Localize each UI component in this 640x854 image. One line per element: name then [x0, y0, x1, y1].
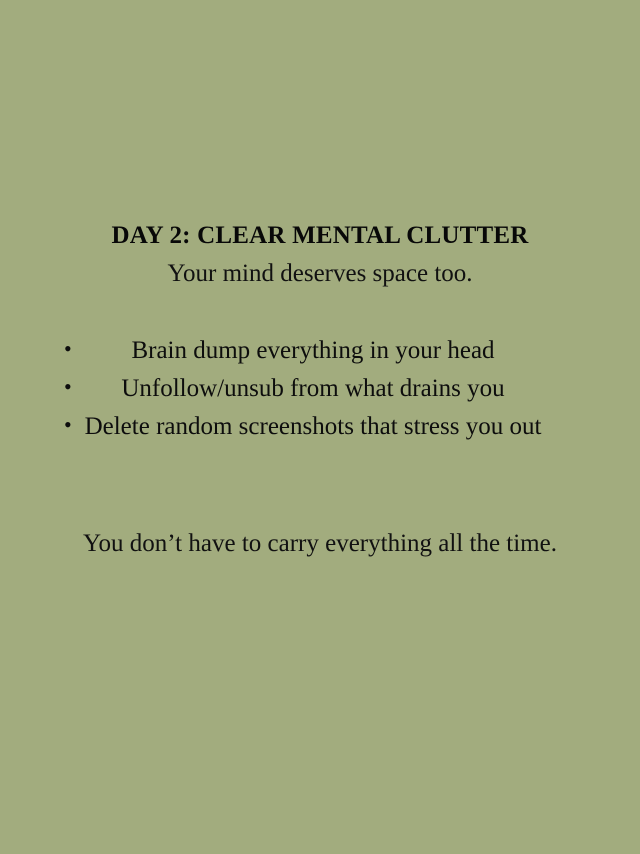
bullet-dot-icon: •	[64, 374, 72, 399]
list-item	[26, 371, 614, 407]
bullet-dot-icon: •	[64, 412, 72, 438]
page-title: DAY 2: CLEAR MENTAL CLUTTER	[111, 222, 529, 249]
tips-list	[26, 333, 614, 446]
closing-text: You don’t have to carry everything all the time.	[83, 529, 557, 557]
bullet-dot-icon: •	[64, 335, 72, 361]
list-item-label: Delete random screenshots that stress you out	[84, 413, 542, 441]
list-item-label: Unfollow/unsub from what drains you	[121, 375, 505, 402]
list-item-label: Brain dump everything in your head	[131, 336, 495, 364]
card-content	[26, 222, 614, 585]
list-item	[26, 409, 614, 445]
subtitle-text: Your mind deserves space too.	[167, 259, 473, 287]
list-item	[26, 333, 614, 369]
